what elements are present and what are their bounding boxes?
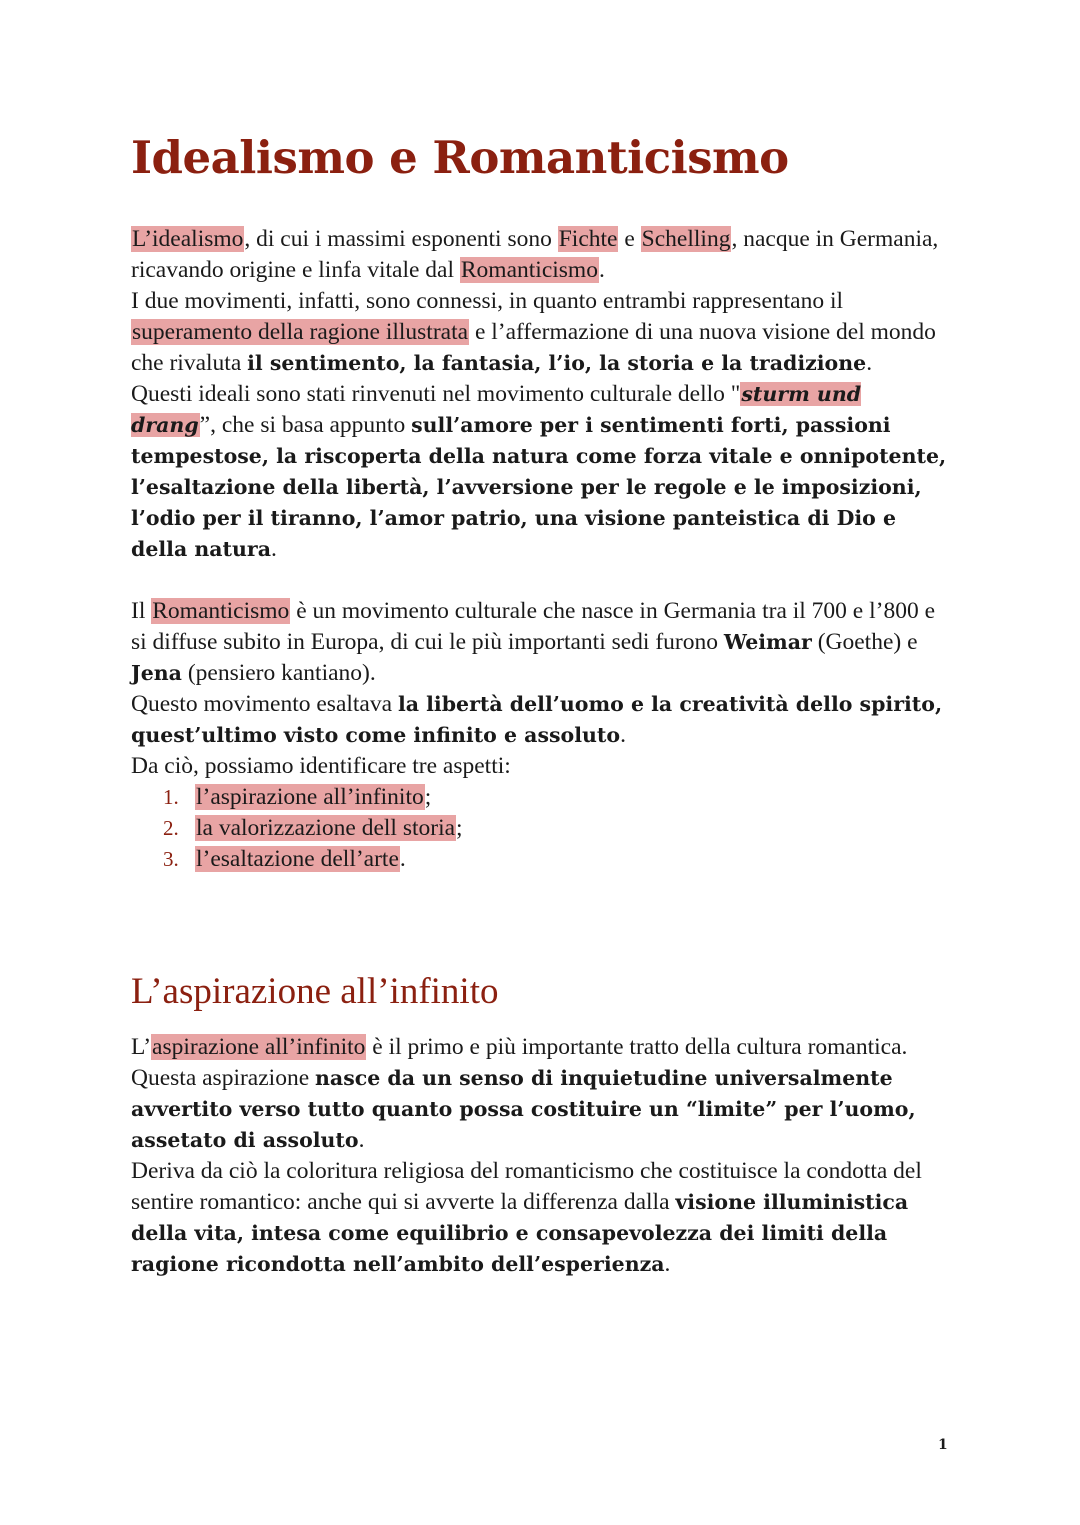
highlight-schelling: Schelling bbox=[641, 226, 731, 252]
bold-weimar: Weimar bbox=[723, 630, 812, 654]
highlight-romanticismo: Romanticismo bbox=[460, 257, 598, 283]
list-item-text: l’esaltazione dell’arte bbox=[196, 846, 399, 872]
highlight-idealismo: L’idealismo bbox=[132, 226, 244, 252]
list-item-text: l’aspirazione all’infinito bbox=[196, 784, 424, 810]
paragraph-liberta: Questo movimento esaltava la libertà dell’uomo e la creatività dello spirito, quest’ultimo visto come infinito e assoluto. bbox=[131, 691, 943, 748]
list-item: 2. la valorizzazione dell storia; bbox=[163, 813, 951, 844]
paragraph-aspirazione: L’aspirazione all’infinito è il primo e più importante tratto della cultura romantica. Questa aspirazione nasce da un senso di inquietudine universalmente avvertito verso tutto quanto possa costituire un “limite” per l’uomo, assetato di assoluto. bbox=[131, 1034, 916, 1153]
bold-amore-sentimenti: sull’amore per i sentimenti forti, passioni tempestose, la riscoperta della natura come forza vitale e onnipotente, l’esaltazione della libertà, l’avversione per le regole e le imposizioni, l’odio per il tiranno, l’amor patrio, una visione panteistica di Dio e della natura bbox=[131, 413, 947, 561]
bold-liberta: la libertà dell’uomo e la creatività dello spirito, quest’ultimo visto come infinito e assoluto bbox=[131, 692, 943, 747]
page-title: Idealismo e Romanticismo bbox=[131, 131, 789, 184]
highlight-superamento: superamento della ragione illustrata bbox=[132, 319, 469, 345]
highlight-romanticismo-2: Romanticismo bbox=[152, 598, 290, 624]
page-content bbox=[131, 128, 951, 1280]
paragraph-aspetti: Da ciò, possiamo identificare tre aspetti: bbox=[131, 753, 511, 779]
section-heading-infinito: L’aspirazione all’infinito bbox=[131, 971, 499, 1012]
highlight-aspirazione: aspirazione all’infinito bbox=[152, 1034, 366, 1060]
aspects-list bbox=[131, 782, 951, 875]
paragraph-sturm-und-drang: Questi ideali sono stati rinvenuti nel movimento culturale dello "sturm und drang”, che si basa appunto sull’amore per i sentimenti forti, passioni tempestose, la riscoperta della natura come forza vitale e onnipotente, l’esaltazione della libertà, l’avversione per le regole e le imposizioni, l’odio per il tiranno, l’amor patrio, una visione panteistica di Dio e della natura. bbox=[131, 381, 947, 562]
bold-jena: Jena bbox=[131, 661, 182, 685]
list-item: 1. l’aspirazione all’infinito; bbox=[163, 782, 951, 813]
list-number: 3. bbox=[163, 847, 179, 871]
spacer bbox=[131, 565, 951, 596]
paragraph-idealismo: L’idealismo, di cui i massimi esponenti sono Fichte e Schelling, nacque in Germania, ricavando origine e linfa vitale dal Romanticismo. bbox=[131, 226, 939, 283]
list-item: 3. l’esaltazione dell’arte. bbox=[163, 844, 951, 875]
paragraph-movimenti: I due movimenti, infatti, sono connessi, in quanto entrambi rappresentano il superamento della ragione illustrata e l’affermazione di una nuova visione del mondo che rivaluta il sentimento, la fantasia, l’io, la storia e la tradizione. bbox=[131, 288, 936, 376]
bold-sentimento: il sentimento, la fantasia, l’io, la storia e la tradizione bbox=[247, 351, 867, 375]
list-number: 2. bbox=[163, 816, 179, 840]
highlight-fichte: Fichte bbox=[558, 226, 618, 252]
spacer bbox=[131, 875, 951, 970]
list-number: 1. bbox=[163, 785, 179, 809]
paragraph-romanticismo: Il Romanticismo è un movimento culturale che nasce in Germania tra il 700 e l’800 e si diffuse subito in Europa, di cui le più importanti sedi furono Weimar (Goethe) e Jena (pensiero kantiano). bbox=[131, 598, 936, 686]
bold-inquietudine: nasce da un senso di inquietudine universalmente avvertito verso tutto quanto possa costituire un “limite” per l’uomo, assetato di assoluto bbox=[131, 1066, 916, 1152]
highlight-sturm-und-drang: sturm und drang bbox=[131, 382, 862, 437]
page-number: 1 bbox=[938, 1437, 948, 1453]
bold-visione-illuministica: visione illuministica della vita, intesa come equilibrio e consapevolezza dei limiti della ragione ricondotta nell’ambito dell’esperienza bbox=[131, 1190, 909, 1276]
list-item-text: la valorizzazione dell storia bbox=[196, 815, 456, 841]
paragraph-coloritura: Deriva da ciò la coloritura religiosa del romanticismo che costituisce la condotta del sentire romantico: anche qui si avverte la differenza dalla visione illuministica della vita, intesa come equilibrio e consapevolezza dei limiti della ragione ricondotta nell’ambito dell’esperienza. bbox=[131, 1158, 922, 1277]
